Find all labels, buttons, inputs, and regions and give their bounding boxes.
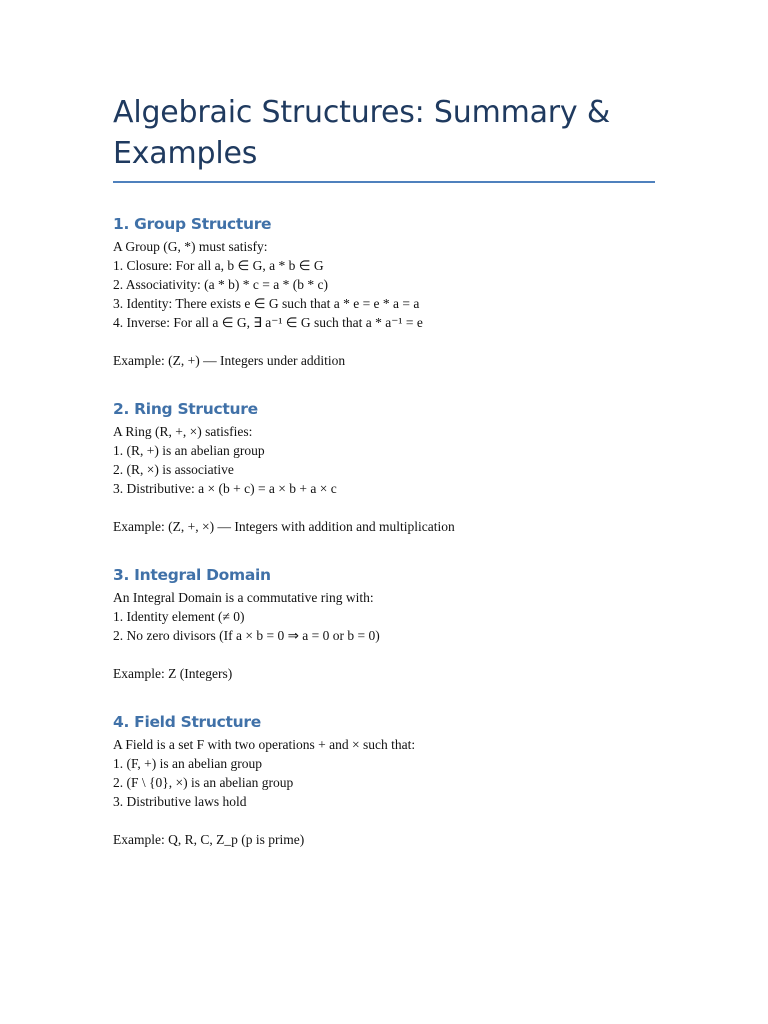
section-line: 1. Closure: For all a, b ∈ G, a * b ∈ G xyxy=(113,258,324,273)
section-line: 2. (R, ×) is associative xyxy=(113,462,234,477)
section-line: 2. Associativity: (a * b) * c = a * (b * c) xyxy=(113,277,328,292)
section-line: A Field is a set F with two operations + and × such that: xyxy=(113,737,416,752)
section-group-structure xyxy=(113,214,655,370)
section-line: 2. (F \ {0}, ×) is an abelian group xyxy=(113,775,294,790)
title-divider xyxy=(113,181,655,183)
blank-line xyxy=(113,645,655,664)
section-integral-domain xyxy=(113,565,655,683)
document-page xyxy=(113,92,655,849)
section-ring-structure xyxy=(113,399,655,536)
section-line: 1. (R, +) is an abelian group xyxy=(113,443,265,458)
page-title: Algebraic Structures: Summary & Examples xyxy=(113,95,611,171)
section-heading: 3. Integral Domain xyxy=(113,566,271,584)
section-line: A Ring (R, +, ×) satisfies: xyxy=(113,424,253,439)
blank-line xyxy=(113,811,655,830)
section-line: 3. Identity: There exists e ∈ G such that a * e = e * a = a xyxy=(113,296,420,311)
section-line: 2. No zero divisors (If a × b = 0 ⇒ a = 0 or b = 0) xyxy=(113,628,380,643)
blank-line xyxy=(113,332,655,351)
section-example: Example: (Z, +, ×) — Integers with addition and multiplication xyxy=(113,519,455,534)
section-line: 3. Distributive: a × (b + c) = a × b + a × c xyxy=(113,481,337,496)
section-example: Example: Q, R, C, Z_p (p is prime) xyxy=(113,832,305,847)
section-example: Example: Z (Integers) xyxy=(113,666,233,681)
section-line: 1. Identity element (≠ 0) xyxy=(113,609,245,624)
section-line: A Group (G, *) must satisfy: xyxy=(113,239,268,254)
section-line: 3. Distributive laws hold xyxy=(113,794,247,809)
section-line: An Integral Domain is a commutative ring with: xyxy=(113,590,374,605)
blank-line xyxy=(113,498,655,517)
section-heading: 1. Group Structure xyxy=(113,215,272,233)
section-heading: 4. Field Structure xyxy=(113,713,261,731)
section-field-structure xyxy=(113,712,655,849)
section-line: 1. (F, +) is an abelian group xyxy=(113,756,263,771)
section-heading: 2. Ring Structure xyxy=(113,400,258,418)
section-line: 4. Inverse: For all a ∈ G, ∃ a⁻¹ ∈ G such that a * a⁻¹ = e xyxy=(113,315,423,330)
section-example: Example: (Z, +) — Integers under addition xyxy=(113,353,346,368)
